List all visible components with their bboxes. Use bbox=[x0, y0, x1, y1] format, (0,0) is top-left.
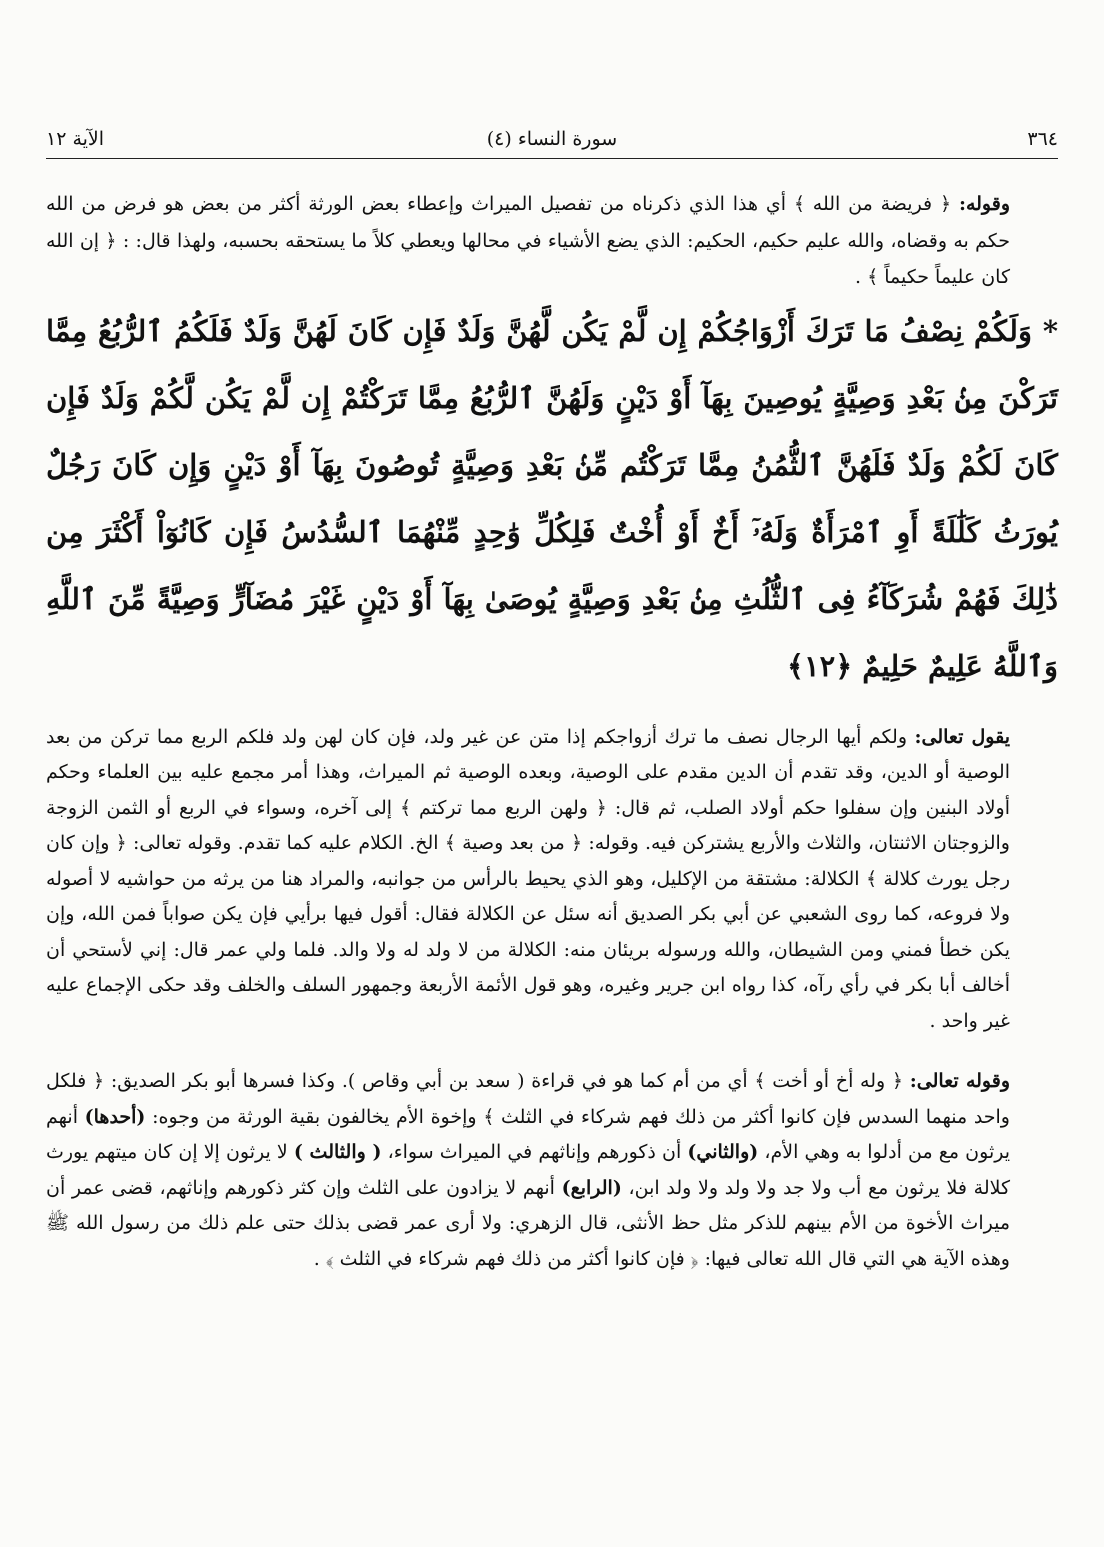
page-header bbox=[46, 126, 1058, 159]
paragraph-text: لا يرثون إلا إن كان ميتهم يورث كلالة فلا يرثون مع أب ولا جد ولا ولد ولا ولد ابن، bbox=[46, 1141, 1011, 1199]
surah-title: (٤) سورة النساء bbox=[486, 128, 618, 150]
paragraph-text: ﴿ وله أخ أو أخت ﴾ أي من أم كما هو في قراءة ( سعد بن أبي وقاص ). وكذا فسرها أبو بكر الصديق: ﴿ فلكل واحد منهما السدس فإن كانوا أكثر من ذلك فهم شركاء في الثلث ﴾ وإخوة الأم يخالفون بقية الورثة من وجوه: bbox=[46, 1070, 1010, 1128]
paragraph-lead: وقوله: bbox=[958, 193, 1010, 215]
paragraph-lead: يقول تعالى: bbox=[914, 725, 1010, 748]
page-number: ٣٦٤ bbox=[1027, 128, 1058, 150]
point-marker-1: (أحدها) bbox=[84, 1105, 146, 1128]
quran-verse: * وَلَكُمْ نِصْفُ مَا تَرَكَ أَزْوَاجُكُمْ إِن لَّمْ يَكُن لَّهُنَّ وَلَدٌ فَإِن كَانَ لَهُنَّ وَلَدٌ فَلَكُمُ ٱلرُّبُعُ مِمَّا تَرَكْنَ مِنۢ بَعْدِ وَصِيَّةٍ يُوصِينَ بِهَآ أَوْ دَيْنٍ وَلَهُنَّ ٱلرُّبُعُ مِمَّا تَرَكْتُمْ إِن لَّمْ يَكُن لَّكُمْ وَلَدٌ فَإِن كَانَ لَكُمْ وَلَدٌ فَلَهُنَّ ٱلثُّمُنُ مِمَّا تَرَكْتُم مِّنۢ بَعْدِ وَصِيَّةٍ تُوصُونَ بِهَآ أَوْ دَيْنٍ وَإِن كَانَ رَجُلٌ يُورَثُ كَلَٰلَةً أَوِ ٱمْرَأَةٌ وَلَهُۥٓ أَخٌ أَوْ أُخْتٌ فَلِكُلِّ وَٰحِدٍ مِّنْهُمَا ٱلسُّدُسُ فَإِن كَانُوٓاْ أَكْثَرَ مِن ذَٰلِكَ فَهُمْ شُرَكَآءُ فِى ٱلثُّلُثِ مِنۢ بَعْدِ وَصِيَّةٍ يُوصَىٰ بِهَآ أَوْ دَيْنٍ غَيْرَ مُضَآرٍّ وَصِيَّةً مِّنَ ٱللَّهِ وَٱللَّهُ عَلِيمٌ حَلِيمٌ ﴿١٢﴾ bbox=[46, 313, 1058, 683]
paragraph-text: ولكم أيها الرجال نصف ما ترك أزواجكم إذا متن عن غير ولد، فإن كان لهن ولد فلكم الربع مما تركن من بعد الوصية أو الدين، وقد تقدم أن الدين مقدم على الوصية، وبعده الوصية ثم الميراث، وهذا أمر مجمع عليه بين العلماء وحكم أولاد البنين وإن سفلوا حكم أولاد الصلب، ثم قال: ﴿ ولهن الربع مما تركتم ﴾ إلى آخره، وسواء في الربع أو الثمن الزوجة والزوجتان الاثنتان، والثلاث والأربع يشتركن فيه. وقوله: ﴿ من بعد وصية ﴾ الخ. الكلام عليه كما تقدم. وقوله تعالى: ﴿ وإن كان رجل يورث كلالة ﴾ الكلالة: مشتقة من الإكليل، وهو الذي يحيط بالرأس من جوانبه، والمراد هنا من يرثه من حواشيه لا أصوله ولا فروعه، كما روى الشعبي عن أبي بكر الصديق أنه سئل عن الكلالة فقال: أقول فيها برأيي فإن يكن صواباً فمن الله، وإن يكن خطأ فمني ومن الشيطان، والله ورسوله بريئان منه: الكلالة من لا ولد له ولا والد. فلما ولي عمر قال: إني لأستحي أن أخالف أبا بكر في رأي رآه، كذا رواه ابن جرير وغيره، وهو قول الأئمة الأربعة وجمهور السلف والخلف وقد حكى الإجماع عليه غير واحد . bbox=[46, 725, 1010, 1032]
commentary-paragraph-2 bbox=[46, 720, 1058, 1040]
paragraph-text: أنهم لا يزادون على الثلث وإن كثر ذكورهم وإناثهم، قضى عمر أن ميراث الأخوة من الأم بينهم للذكر مثل حظ الأنثى، قال الزهري: ولا أرى عمر قضى بذلك حتى علم ذلك من رسول الله ﷺ وهذه الآية هي التي قال الله تعالى فيها: ﴿ فإن كانوا أكثر من ذلك فهم شركاء في الثلث ﴾ . bbox=[46, 1176, 1010, 1270]
point-marker-4: (الرابع) bbox=[561, 1176, 622, 1199]
commentary-paragraph-3 bbox=[46, 1064, 1058, 1277]
paragraph-text: أن ذكورهم وإناثهم في الميراث سواء، bbox=[381, 1141, 688, 1163]
point-marker-3: ( والثالث ) bbox=[293, 1141, 382, 1163]
paragraph-lead: وقوله تعالى: bbox=[909, 1070, 1011, 1092]
paragraph-text: ﴿ فريضة من الله ﴾ أي هذا الذي ذكرناه من تفصيل الميراث وإعطاء بعض الورثة أكثر من بعض هو فرض من الله حكم به وقضاه، والله عليم حكيم، الحكيم: الذي يضع الأشياء في محالها ويعطي كلاً ما يستحقه بحسبه، ولهذا قال: : ﴿ إن الله كان عليماً حكيماً ﴾ . bbox=[46, 193, 1010, 288]
verse-label: الآية ١٢ bbox=[46, 128, 105, 150]
point-marker-2: (والثاني) bbox=[687, 1141, 759, 1163]
page-content bbox=[46, 186, 1058, 1277]
paragraph-text: أنهم يرثون مع من أدلوا به وهي الأم، bbox=[46, 1105, 1011, 1163]
commentary-paragraph-1 bbox=[46, 186, 1058, 296]
